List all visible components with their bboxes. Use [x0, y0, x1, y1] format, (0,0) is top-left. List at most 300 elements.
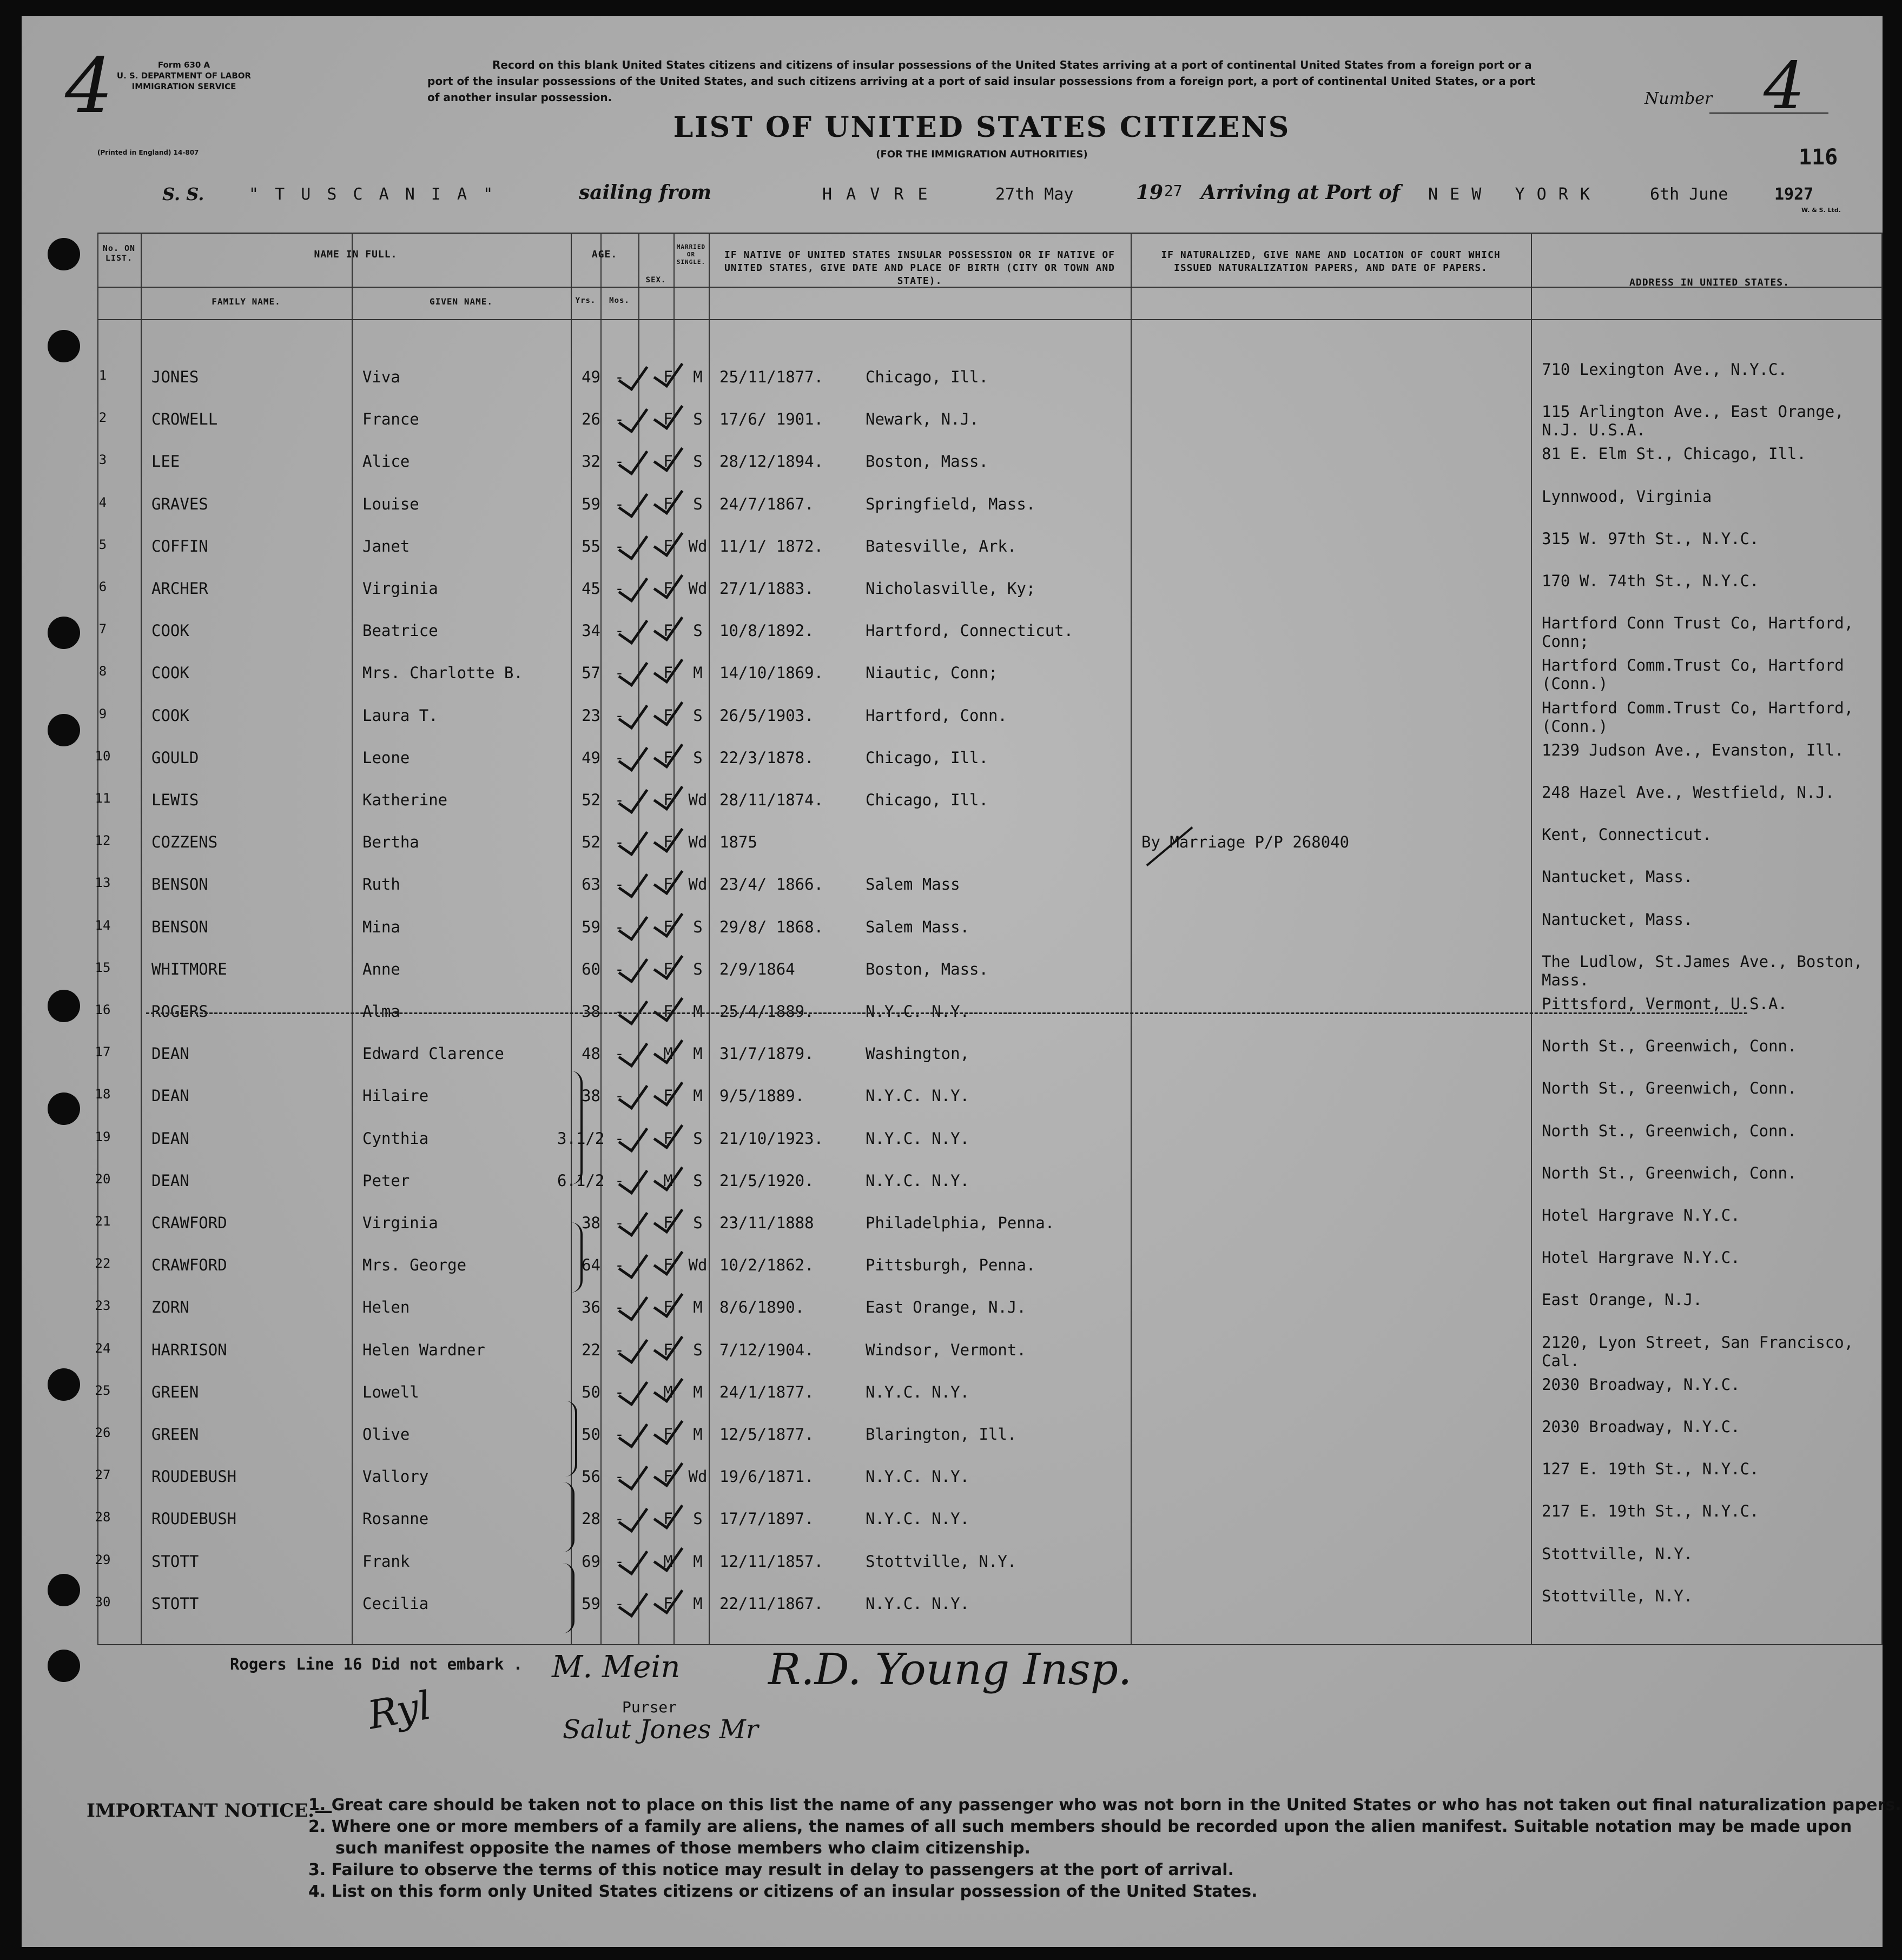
age-months: - [615, 706, 624, 725]
age-months: - [615, 410, 624, 429]
family-name: CROWELL [151, 410, 218, 429]
family-name: BENSON [151, 917, 208, 936]
birth-place: East Orange, N.J. [866, 1298, 1026, 1317]
age-months: - [615, 1002, 624, 1021]
us-address: North St., Greenwich, Conn. [1542, 1037, 1797, 1056]
age-years: 36 [582, 1298, 600, 1317]
given-name: Alma [362, 1002, 400, 1021]
given-name: France [362, 410, 419, 429]
age-years: 60 [582, 959, 600, 978]
family-brace [565, 1401, 577, 1476]
us-address: 248 Hazel Ave., Westfield, N.J. [1542, 783, 1835, 802]
corner-mark: 4 [65, 42, 114, 130]
given-name: Lowell [362, 1382, 419, 1401]
marital-status: M [693, 1298, 703, 1317]
us-address: 315 W. 97th St., N.Y.C. [1542, 529, 1759, 548]
age-months: - [615, 1087, 624, 1105]
signature-mid: M. Mein [552, 1650, 681, 1685]
family-name: STOTT [151, 1552, 199, 1571]
row-number: 20 [95, 1171, 111, 1187]
birth-date: 1875 [719, 833, 757, 852]
sex: F [663, 1214, 673, 1232]
family-name: HARRISON [151, 1340, 227, 1359]
table-row [22, 1456, 1883, 1499]
given-name: Bertha [362, 833, 419, 852]
us-address: Hartford Conn Trust Co, Hartford, Conn; [1542, 614, 1854, 651]
table-row [22, 441, 1883, 484]
age-years: 69 [582, 1552, 600, 1571]
notice-item-4: 4. List on this form only United States citizens or citizens of an insular possession of the United States. [308, 1882, 1258, 1901]
birth-date: 29/8/ 1868. [719, 917, 824, 936]
sex: F [663, 1340, 673, 1359]
birth-date: 2/9/1864 [719, 959, 795, 978]
punch-hole [48, 238, 80, 270]
birth-date: 28/12/1894. [719, 452, 824, 471]
birth-place: Nicholasville, Ky; [866, 579, 1036, 598]
us-address: Stottville, N.Y. [1542, 1586, 1693, 1605]
birth-place: Hartford, Connecticut. [866, 621, 1074, 640]
rule [97, 319, 1883, 320]
age-years: 28 [582, 1509, 600, 1528]
row-number: 3 [98, 452, 107, 468]
table-row [22, 1034, 1883, 1076]
birth-place: N.Y.C. N.Y. [866, 1129, 970, 1148]
row-number: 26 [95, 1425, 111, 1440]
marital-status: M [693, 1425, 703, 1443]
sex: F [663, 1129, 673, 1148]
given-name: Cynthia [362, 1129, 429, 1148]
depart-date: 27th May [995, 185, 1074, 204]
given-name: Katherine [362, 791, 448, 809]
table-top-rule [97, 233, 1883, 234]
us-address: Nantucket, Mass. [1542, 868, 1693, 886]
marital-status: M [693, 368, 703, 386]
age-months: - [615, 917, 624, 936]
family-name: DEAN [151, 1087, 189, 1105]
family-brace [563, 1563, 574, 1633]
age-months: - [615, 1129, 624, 1148]
birth-place: Washington, [866, 1044, 970, 1063]
family-name: DEAN [151, 1129, 189, 1148]
header-mos: Mos. [609, 296, 630, 305]
us-address: 170 W. 74th St., N.Y.C. [1542, 572, 1759, 590]
row-number: 29 [95, 1552, 111, 1567]
given-name: Cecilia [362, 1594, 429, 1613]
birth-date: 22/11/1867. [719, 1594, 824, 1613]
age-years: 49 [582, 748, 600, 767]
printed-note: (Printed in England) 14-807 [97, 149, 199, 156]
sex: F [663, 1087, 673, 1105]
notice-label: IMPORTANT NOTICE.— [87, 1800, 333, 1822]
marital-status: S [693, 494, 703, 513]
marital-status: Wd [688, 1256, 708, 1275]
us-address: Hotel Hargrave N.Y.C. [1542, 1206, 1740, 1224]
sex: F [663, 706, 673, 725]
marital-status: S [693, 748, 703, 767]
birth-date: 11/1/ 1872. [719, 537, 824, 555]
table-row [22, 1584, 1883, 1626]
department: U. S. DEPARTMENT OF LABOR [116, 71, 252, 81]
birth-place: Pittsburgh, Penna. [866, 1256, 1036, 1275]
arrive-date: 6th June [1650, 185, 1728, 204]
depart-year-suffix: 27 [1164, 182, 1183, 200]
given-name: Mina [362, 917, 400, 936]
notice-item-2-cont: such manifest opposite the names of those members who claim citizenship. [335, 1839, 1031, 1858]
birth-place: Windsor, Vermont. [866, 1340, 1026, 1359]
notice-item-3: 3. Failure to observe the terms of this notice may result in delay to passengers at the port of arrival. [308, 1860, 1234, 1879]
family-name: STOTT [151, 1594, 199, 1613]
birth-place: Chicago, Ill. [866, 748, 988, 767]
us-address: 2120, Lyon Street, San Francisco, Cal. [1542, 1333, 1854, 1370]
family-name: COOK [151, 621, 189, 640]
family-brace [563, 1482, 574, 1552]
row-number: 10 [95, 748, 111, 764]
table-row [22, 653, 1883, 695]
sex: F [663, 664, 673, 683]
family-name: ROGERS [151, 1002, 208, 1021]
table-row [22, 1372, 1883, 1414]
marital-status: M [693, 1382, 703, 1401]
header-age: AGE. [591, 249, 618, 260]
birth-date: 12/5/1877. [719, 1425, 814, 1443]
age-years: 52 [582, 791, 600, 809]
us-address: Hartford Comm.Trust Co, Hartford (Conn.) [1542, 656, 1844, 693]
age-years: 50 [582, 1382, 600, 1401]
age-years: 63 [582, 875, 600, 894]
birth-date: 10/8/1892. [719, 621, 814, 640]
birth-place: Niautic, Conn; [866, 664, 998, 683]
header-name-in-full: NAME IN FULL. [314, 249, 398, 260]
header-yrs: Yrs. [575, 296, 596, 305]
form-number: Form 630 A [157, 60, 210, 70]
table-row [22, 780, 1883, 822]
table-row [22, 357, 1883, 399]
birth-place: Batesville, Ark. [866, 537, 1017, 555]
age-months: - [615, 579, 624, 598]
given-name: Olive [362, 1425, 410, 1443]
birth-date: 12/11/1857. [719, 1552, 824, 1571]
sex: F [663, 917, 673, 936]
number-value: 4 [1764, 49, 1805, 124]
table-row [22, 738, 1883, 780]
given-name: Frank [362, 1552, 410, 1571]
us-address: North St., Greenwich, Conn. [1542, 1079, 1797, 1098]
age-months: - [615, 1340, 624, 1359]
us-address: East Orange, N.J. [1542, 1290, 1702, 1309]
family-name: DEAN [151, 1171, 189, 1190]
sex: F [663, 748, 673, 767]
table-row [22, 949, 1883, 991]
table-row [22, 822, 1883, 864]
row-number: 5 [98, 537, 107, 552]
marital-status: Wd [688, 537, 708, 555]
marital-status: Wd [688, 579, 708, 598]
given-name: Virginia [362, 1214, 438, 1232]
marital-status: S [693, 1509, 703, 1528]
marital-status: S [693, 452, 703, 471]
header-no: No. ON LIST. [102, 243, 136, 263]
us-address: 2030 Broadway, N.Y.C. [1542, 1375, 1740, 1394]
birth-date: 10/2/1862. [719, 1256, 814, 1275]
age-months: - [615, 1256, 624, 1275]
given-name: Rosanne [362, 1509, 429, 1528]
age-years: 3.1/2 [557, 1129, 605, 1148]
age-years: 38 [582, 1214, 600, 1232]
birth-date: 28/11/1874. [719, 791, 824, 809]
marital-status: Wd [688, 1467, 708, 1486]
number-label: Number [1645, 89, 1713, 108]
form-instructions: Record on this blank United States citizens and citizens of insular possessions of the United States arriving at a port of continental United States from a foreign port or a port of the insular possessions of the United States, and such citizens arriving at a port of said insular possessions from a foreign port, a port of continental United States, or a port of another insular possession. [427, 58, 1536, 104]
sex: F [663, 494, 673, 513]
family-name: ROUDEBUSH [151, 1509, 237, 1528]
given-name: Virginia [362, 579, 438, 598]
sex: F [663, 537, 673, 555]
marital-status: M [693, 1002, 703, 1021]
purser-signature: Salut Jones Mr [563, 1714, 758, 1745]
family-name: DEAN [151, 1044, 189, 1063]
table-row [22, 1161, 1883, 1203]
age-months: - [615, 959, 624, 978]
row-number: 14 [95, 917, 111, 933]
marital-status: Wd [688, 833, 708, 852]
row-number: 17 [95, 1044, 111, 1060]
birth-date: 19/6/1871. [719, 1467, 814, 1486]
age-months: - [615, 1298, 624, 1317]
row-number: 16 [95, 1002, 111, 1017]
us-address: Lynnwood, Virginia [1542, 487, 1712, 506]
sex: F [663, 452, 673, 471]
table-row [22, 399, 1883, 441]
table-row [22, 907, 1883, 949]
table-row [22, 526, 1883, 568]
header-given: GIVEN NAME. [430, 296, 493, 307]
family-name: COFFIN [151, 537, 208, 555]
birth-place: N.Y.C. N.Y. [866, 1171, 970, 1190]
age-months: - [615, 368, 624, 386]
row-number: 25 [95, 1382, 111, 1398]
birth-date: 17/7/1897. [719, 1509, 814, 1528]
family-name: CRAWFORD [151, 1214, 227, 1232]
given-name: Leone [362, 748, 410, 767]
marital-status: S [693, 410, 703, 429]
birth-place: Chicago, Ill. [866, 368, 988, 386]
age-years: 64 [582, 1256, 600, 1275]
birth-date: 21/5/1920. [719, 1171, 814, 1190]
age-months: - [615, 1509, 624, 1528]
birth-place: Boston, Mass. [866, 959, 988, 978]
age-years: 6.1/2 [557, 1171, 605, 1190]
age-years: 48 [582, 1044, 600, 1063]
age-months: - [615, 1594, 624, 1613]
family-name: JONES [151, 368, 199, 386]
age-years: 59 [582, 917, 600, 936]
birth-date: 25/4/1889. [719, 1002, 814, 1021]
marital-status: S [693, 621, 703, 640]
family-name: LEWIS [151, 791, 199, 809]
row-number: 27 [95, 1467, 111, 1483]
birth-place: N.Y.C. N.Y. [866, 1002, 970, 1021]
sex: F [663, 1002, 673, 1021]
sex: M [663, 1552, 673, 1571]
us-address: North St., Greenwich, Conn. [1542, 1121, 1797, 1140]
given-name: Mrs. Charlotte B. [362, 664, 523, 683]
sex: F [663, 410, 673, 429]
row-number: 22 [95, 1256, 111, 1272]
sex: M [663, 1382, 673, 1401]
birth-place: Philadelphia, Penna. [866, 1214, 1055, 1232]
table-row [22, 1287, 1883, 1329]
birth-place: Chicago, Ill. [866, 791, 988, 809]
birth-place: Blarington, Ill. [866, 1425, 1017, 1443]
row-number: 13 [95, 875, 111, 891]
us-address: Hartford Comm.Trust Co, Hartford, (Conn.) [1542, 698, 1854, 736]
row-number: 7 [98, 621, 107, 637]
table-row [22, 1499, 1883, 1541]
family-name: CRAWFORD [151, 1256, 227, 1275]
age-months: - [615, 1044, 624, 1063]
marital-status: M [693, 1044, 703, 1063]
age-years: 56 [582, 1467, 600, 1486]
header-married: MARRIED OR SINGLE. [676, 243, 706, 266]
marital-status: S [693, 1214, 703, 1232]
marital-status: S [693, 917, 703, 936]
family-name: GOULD [151, 748, 199, 767]
arrive-year: 1927 [1774, 185, 1814, 204]
birth-date: 17/6/ 1901. [719, 410, 824, 429]
given-name: Beatrice [362, 621, 438, 640]
birth-date: 26/5/1903. [719, 706, 814, 725]
given-name: Alice [362, 452, 410, 471]
age-years: 38 [582, 1087, 600, 1105]
service: IMMIGRATION SERVICE [131, 82, 236, 91]
row-number: 9 [98, 706, 107, 721]
table-row [22, 484, 1883, 526]
us-address: 127 E. 19th St., N.Y.C. [1542, 1460, 1759, 1479]
table-row [22, 864, 1883, 906]
age-months: - [615, 537, 624, 555]
table-row [22, 1541, 1883, 1584]
age-months: - [615, 664, 624, 683]
birth-date: 9/5/1889. [719, 1087, 805, 1105]
page-subtitle: (FOR THE IMMIGRATION AUTHORITIES) [876, 149, 1088, 160]
birth-place: N.Y.C. N.Y. [866, 1382, 970, 1401]
birth-place: Newark, N.J. [866, 410, 979, 429]
age-months: - [615, 833, 624, 852]
family-name: COOK [151, 706, 189, 725]
marital-status: S [693, 959, 703, 978]
us-address: North St., Greenwich, Conn. [1542, 1163, 1797, 1182]
marital-status: S [693, 1129, 703, 1148]
row-number: 18 [95, 1087, 111, 1102]
ship-name: " T U S C A N I A " [249, 185, 497, 204]
line-16-strikethrough [146, 1012, 1747, 1014]
age-months: - [615, 621, 624, 640]
marital-status: Wd [688, 791, 708, 809]
age-years: 59 [582, 494, 600, 513]
header-family: FAMILY NAME. [212, 296, 281, 307]
sex: F [663, 579, 673, 598]
birth-date: 7/12/1904. [719, 1340, 814, 1359]
purser-label: Purser [622, 1698, 677, 1716]
family-name: GRAVES [151, 494, 208, 513]
given-name: Peter [362, 1171, 410, 1190]
birth-date: 21/10/1923. [719, 1129, 824, 1148]
row-number: 1 [98, 368, 107, 383]
family-name: WHITMORE [151, 959, 227, 978]
age-years: 52 [582, 833, 600, 852]
us-address: 710 Lexington Ave., N.Y.C. [1542, 360, 1787, 379]
age-months: - [615, 1214, 624, 1232]
given-name: Helen Wardner [362, 1340, 485, 1359]
table-row [22, 1076, 1883, 1118]
given-name: Anne [362, 959, 400, 978]
age-months: - [615, 1171, 624, 1190]
us-address: Nantucket, Mass. [1542, 910, 1693, 929]
family-name: COOK [151, 664, 189, 683]
us-address: Hotel Hargrave N.Y.C. [1542, 1248, 1740, 1267]
table-row [22, 1414, 1883, 1456]
row-number: 24 [95, 1340, 111, 1356]
marital-status: Wd [688, 875, 708, 894]
birth-place: Boston, Mass. [866, 452, 988, 471]
family-name: GREEN [151, 1425, 199, 1443]
age-years: 57 [582, 664, 600, 683]
birth-place: N.Y.C. N.Y. [866, 1087, 970, 1105]
family-name: GREEN [151, 1382, 199, 1401]
page-number: 116 [1799, 145, 1838, 170]
given-name: Helen [362, 1298, 410, 1317]
row-number: 12 [95, 833, 111, 849]
birth-place: N.Y.C. N.Y. [866, 1467, 970, 1486]
age-years: 55 [582, 537, 600, 555]
row-number: 19 [95, 1129, 111, 1144]
given-name: Mrs. George [362, 1256, 467, 1275]
age-years: 32 [582, 452, 600, 471]
birth-date: 22/3/1878. [719, 748, 814, 767]
age-years: 49 [582, 368, 600, 386]
given-name: Vallory [362, 1467, 429, 1486]
sex: F [663, 833, 673, 852]
sex: F [663, 791, 673, 809]
age-years: 38 [582, 1002, 600, 1021]
given-name: Laura T. [362, 706, 438, 725]
sex: F [663, 1425, 673, 1443]
row-number: 21 [95, 1214, 111, 1229]
marital-status: S [693, 1340, 703, 1359]
punch-hole [48, 1650, 80, 1682]
age-months: - [615, 452, 624, 471]
family-brace [571, 1222, 583, 1293]
age-months: - [615, 1382, 624, 1401]
table-row [22, 1330, 1883, 1372]
sex: F [663, 621, 673, 640]
table-row [22, 696, 1883, 738]
birth-date: 31/7/1879. [719, 1044, 814, 1063]
marital-status: M [693, 1087, 703, 1105]
birth-date: 24/7/1867. [719, 494, 814, 513]
depart-year-prefix: 19 [1136, 181, 1164, 204]
age-months: - [615, 875, 624, 894]
notice-item-2: 2. Where one or more members of a family are aliens, the names of all such members should be recorded upon the alien manifest. Suitable notation may be made upon [308, 1817, 1852, 1836]
us-address: Stottville, N.Y. [1542, 1544, 1693, 1563]
birth-place: N.Y.C. N.Y. [866, 1509, 970, 1528]
row-number: 4 [98, 494, 107, 510]
us-address: 1239 Judson Ave., Evanston, Ill. [1542, 740, 1844, 759]
us-address: Pittsford, Vermont, U.S.A. [1542, 995, 1787, 1013]
inspector-signature: R.D. Young Insp. [768, 1644, 1132, 1694]
birth-date: 23/11/1888 [719, 1214, 814, 1232]
given-name: Edward Clarence [362, 1044, 504, 1063]
